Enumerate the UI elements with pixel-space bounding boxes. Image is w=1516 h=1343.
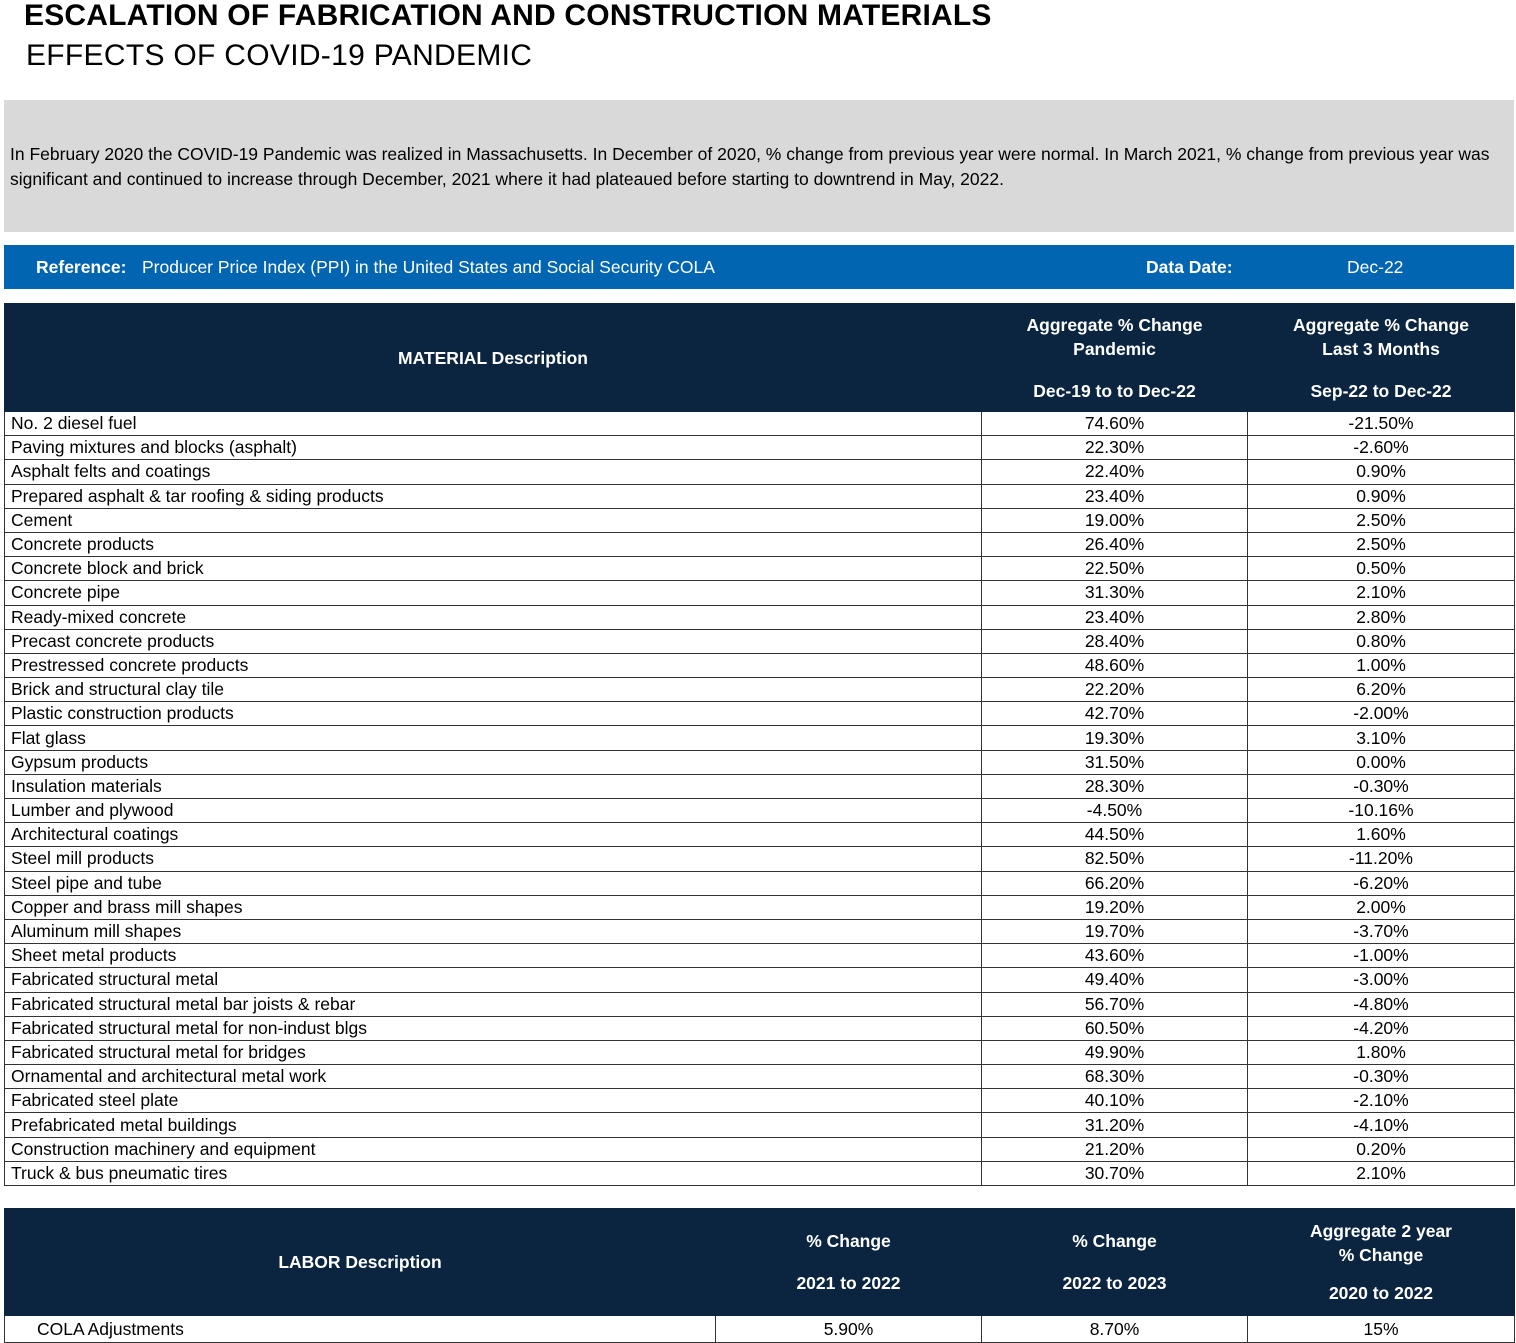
table-row: [5, 702, 1515, 726]
labor-change-2022-header: % Change 2022 to 2023: [982, 1209, 1248, 1316]
material-name-cell: Asphalt felts and coatings: [5, 460, 982, 484]
table-row: [5, 799, 1515, 823]
last3-change-cell: 2.50%: [1248, 532, 1515, 556]
material-name-cell: Brick and structural clay tile: [5, 678, 982, 702]
table-row: [5, 968, 1515, 992]
last3-change-cell: 0.50%: [1248, 557, 1515, 581]
material-name-cell: Lumber and plywood: [5, 799, 982, 823]
pandemic-change-header: Aggregate % Change Pandemic Dec-19 to to Dec-22: [982, 304, 1248, 412]
labor-aggregate-header: Aggregate 2 year % Change 2020 to 2022: [1248, 1209, 1515, 1316]
reference-text: Producer Price Index (PPI) in the United States and Social Security COLA: [142, 257, 715, 277]
pandemic-change-cell: 66.20%: [982, 871, 1248, 895]
pandemic-change-cell: 30.70%: [982, 1161, 1248, 1185]
pandemic-change-cell: 26.40%: [982, 532, 1248, 556]
last3-change-cell: -6.20%: [1248, 871, 1515, 895]
table-row: [5, 1113, 1515, 1137]
last3-change-cell: -21.50%: [1248, 412, 1515, 436]
table-row: [5, 508, 1515, 532]
material-name-cell: Concrete pipe: [5, 581, 982, 605]
pandemic-change-cell: 28.40%: [982, 629, 1248, 653]
last3-change-cell: 2.50%: [1248, 508, 1515, 532]
pandemic-change-cell: 49.90%: [982, 1040, 1248, 1064]
material-name-cell: Prestressed concrete products: [5, 653, 982, 677]
last3-change-cell: -2.00%: [1248, 702, 1515, 726]
pandemic-change-cell: 48.60%: [982, 653, 1248, 677]
material-name-cell: Flat glass: [5, 726, 982, 750]
material-description-header: MATERIAL Description: [5, 304, 982, 412]
last3-change-cell: -0.30%: [1248, 774, 1515, 798]
labor-header-row: [5, 1209, 1515, 1316]
last3-change-cell: -11.20%: [1248, 847, 1515, 871]
last3-change-cell: 0.20%: [1248, 1137, 1515, 1161]
table-row: [5, 919, 1515, 943]
pandemic-change-cell: 22.30%: [982, 436, 1248, 460]
material-name-cell: Sheet metal products: [5, 944, 982, 968]
last3-change-cell: 0.90%: [1248, 460, 1515, 484]
last3-change-header: Aggregate % Change Last 3 Months Sep-22 to Dec-22: [1248, 304, 1515, 412]
last3-change-cell: -4.20%: [1248, 1016, 1515, 1040]
pandemic-change-cell: 31.20%: [982, 1113, 1248, 1137]
table-row: [5, 557, 1515, 581]
pandemic-change-cell: 22.50%: [982, 557, 1248, 581]
labor-table: [4, 1208, 1515, 1343]
last3-change-cell: -3.70%: [1248, 919, 1515, 943]
pandemic-change-cell: 22.40%: [982, 460, 1248, 484]
table-row: [5, 532, 1515, 556]
pandemic-change-cell: 19.30%: [982, 726, 1248, 750]
table-row: [5, 823, 1515, 847]
material-name-cell: Cement: [5, 508, 982, 532]
pandemic-change-cell: 23.40%: [982, 484, 1248, 508]
materials-header-row: [5, 304, 1515, 412]
pandemic-change-cell: 31.30%: [982, 581, 1248, 605]
last3-change-cell: -1.00%: [1248, 944, 1515, 968]
last3-change-cell: -2.10%: [1248, 1089, 1515, 1113]
pandemic-change-cell: 42.70%: [982, 702, 1248, 726]
table-row: [5, 484, 1515, 508]
table-row: [5, 629, 1515, 653]
last3-change-cell: 2.10%: [1248, 581, 1515, 605]
last3-change-cell: 1.00%: [1248, 653, 1515, 677]
last3-change-cell: 2.80%: [1248, 605, 1515, 629]
pandemic-change-cell: 60.50%: [982, 1016, 1248, 1040]
table-row: [5, 1065, 1515, 1089]
context-note: In February 2020 the COVID-19 Pandemic was realized in Massachusetts. In December of 2020, % change from previous year were normal. In March 2021, % change from previous year was significant and continued to increase through December, 2021 where it had plateaued before starting to downtrend in May, 2022.: [4, 100, 1514, 232]
table-row: [5, 1040, 1515, 1064]
table-row: [5, 871, 1515, 895]
table-row: [5, 678, 1515, 702]
material-name-cell: No. 2 diesel fuel: [5, 412, 982, 436]
pandemic-change-cell: 19.00%: [982, 508, 1248, 532]
page-subtitle: EFFECTS OF COVID-19 PANDEMIC: [26, 39, 533, 72]
material-name-cell: Insulation materials: [5, 774, 982, 798]
material-name-cell: Concrete block and brick: [5, 557, 982, 581]
last3-change-cell: 0.00%: [1248, 750, 1515, 774]
pandemic-change-cell: 74.60%: [982, 412, 1248, 436]
table-row: [5, 944, 1515, 968]
last3-change-cell: -4.10%: [1248, 1113, 1515, 1137]
table-row: [5, 460, 1515, 484]
material-name-cell: Truck & bus pneumatic tires: [5, 1161, 982, 1185]
pandemic-change-cell: 68.30%: [982, 1065, 1248, 1089]
material-name-cell: Aluminum mill shapes: [5, 919, 982, 943]
material-name-cell: Fabricated structural metal: [5, 968, 982, 992]
pandemic-change-cell: 19.70%: [982, 919, 1248, 943]
table-row: [5, 992, 1515, 1016]
pandemic-change-cell: 43.60%: [982, 944, 1248, 968]
reference-bar: [4, 245, 1514, 289]
page-title: ESCALATION OF FABRICATION AND CONSTRUCTION MATERIALS: [24, 0, 992, 32]
pandemic-change-cell: 19.20%: [982, 895, 1248, 919]
table-row: [5, 1161, 1515, 1185]
reference-label: Reference:: [36, 257, 127, 277]
material-name-cell: Prefabricated metal buildings: [5, 1113, 982, 1137]
pandemic-change-cell: 23.40%: [982, 605, 1248, 629]
table-row: [5, 774, 1515, 798]
labor-aggregate-cell: 15%: [1248, 1316, 1515, 1343]
table-row: [5, 1089, 1515, 1113]
table-row: [5, 581, 1515, 605]
pandemic-change-cell: 22.20%: [982, 678, 1248, 702]
material-name-cell: Precast concrete products: [5, 629, 982, 653]
labor-change-2021-header: % Change 2021 to 2022: [716, 1209, 982, 1316]
labor-change-2022-cell: 8.70%: [982, 1316, 1248, 1343]
last3-change-cell: 6.20%: [1248, 678, 1515, 702]
data-date-value: Dec-22: [1347, 257, 1404, 277]
last3-change-cell: -2.60%: [1248, 436, 1515, 460]
last3-change-cell: -10.16%: [1248, 799, 1515, 823]
labor-description-header: LABOR Description: [5, 1209, 716, 1316]
pandemic-change-cell: 44.50%: [982, 823, 1248, 847]
last3-change-cell: 1.60%: [1248, 823, 1515, 847]
material-name-cell: Prepared asphalt & tar roofing & siding products: [5, 484, 982, 508]
material-name-cell: Fabricated structural metal bar joists & rebar: [5, 992, 982, 1016]
material-name-cell: Concrete products: [5, 532, 982, 556]
table-row: [5, 1016, 1515, 1040]
labor-change-2021-cell: 5.90%: [716, 1316, 982, 1343]
last3-change-cell: 2.10%: [1248, 1161, 1515, 1185]
pandemic-change-cell: 56.70%: [982, 992, 1248, 1016]
last3-change-cell: 1.80%: [1248, 1040, 1515, 1064]
material-name-cell: Gypsum products: [5, 750, 982, 774]
table-row: [5, 847, 1515, 871]
table-row: [5, 1137, 1515, 1161]
last3-change-cell: 0.80%: [1248, 629, 1515, 653]
material-name-cell: Plastic construction products: [5, 702, 982, 726]
last3-change-cell: 2.00%: [1248, 895, 1515, 919]
pandemic-change-cell: 31.50%: [982, 750, 1248, 774]
table-row: [5, 895, 1515, 919]
pandemic-change-cell: 28.30%: [982, 774, 1248, 798]
material-name-cell: Steel mill products: [5, 847, 982, 871]
pandemic-change-cell: 49.40%: [982, 968, 1248, 992]
labor-body: [5, 1316, 1515, 1343]
material-name-cell: Architectural coatings: [5, 823, 982, 847]
last3-change-cell: -4.80%: [1248, 992, 1515, 1016]
last3-change-cell: 0.90%: [1248, 484, 1515, 508]
material-name-cell: Fabricated steel plate: [5, 1089, 982, 1113]
pandemic-change-cell: 21.20%: [982, 1137, 1248, 1161]
table-row: [5, 412, 1515, 436]
labor-name-cell: COLA Adjustments: [5, 1316, 716, 1343]
table-row: [5, 1316, 1515, 1343]
table-row: [5, 653, 1515, 677]
material-name-cell: Fabricated structural metal for bridges: [5, 1040, 982, 1064]
last3-change-cell: -0.30%: [1248, 1065, 1515, 1089]
material-name-cell: Copper and brass mill shapes: [5, 895, 982, 919]
pandemic-change-cell: -4.50%: [982, 799, 1248, 823]
materials-table: [4, 303, 1515, 1186]
pandemic-change-cell: 82.50%: [982, 847, 1248, 871]
data-date-label: Data Date:: [1146, 257, 1233, 277]
materials-body: [5, 412, 1515, 1186]
table-row: [5, 726, 1515, 750]
material-name-cell: Fabricated structural metal for non-indust blgs: [5, 1016, 982, 1040]
last3-change-cell: -3.00%: [1248, 968, 1515, 992]
material-name-cell: Paving mixtures and blocks (asphalt): [5, 436, 982, 460]
table-row: [5, 436, 1515, 460]
material-name-cell: Steel pipe and tube: [5, 871, 982, 895]
material-name-cell: Ornamental and architectural metal work: [5, 1065, 982, 1089]
last3-change-cell: 3.10%: [1248, 726, 1515, 750]
table-row: [5, 750, 1515, 774]
pandemic-change-cell: 40.10%: [982, 1089, 1248, 1113]
table-row: [5, 605, 1515, 629]
material-name-cell: Construction machinery and equipment: [5, 1137, 982, 1161]
material-name-cell: Ready-mixed concrete: [5, 605, 982, 629]
